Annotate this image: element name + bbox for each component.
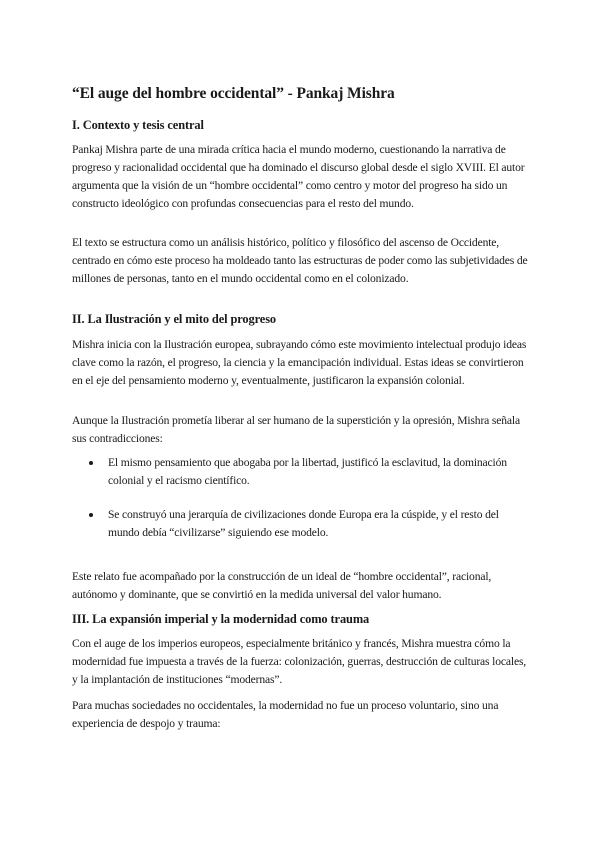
section-2-closing-paragraph: Este relato fue acompañado por la construcción de un ideal de “hombre occidental”, racional, autónomo y dominante, que se convirtió en la medida universal del valor humano. <box>72 570 492 601</box>
list-item <box>72 454 528 490</box>
section-1-paragraph-2: El texto se estructura como un análisis histórico, político y filosófico del ascenso de Occidente, centrado en cómo este proceso ha moldeado tanto las estructuras de poder como las subjetividades de millones de personas, tanto en el mundo occidental como en el colonizado. <box>72 236 528 285</box>
section-3-paragraph-2: Para muchas sociedades no occidentales, la modernidad no fue un proceso voluntario, sino una experiencia de despojo y trauma: <box>72 699 499 730</box>
section-1-paragraph-1: Pankaj Mishra parte de una mirada crítica hacia el mundo moderno, cuestionando la narrativa de progreso y racionalidad occidental que ha dominado el discurso global desde el siglo XVIII. El autor argumenta que la visión de un “hombre occidental” como centro y motor del progreso ha sido un constructo ideológico con profundas consecuencias para el resto del mundo. <box>72 143 525 210</box>
list-item-text: El mismo pensamiento que abogaba por la libertad, justificó la esclavitud, la dominación colonial y el racismo científico. <box>108 456 507 487</box>
bullet-icon <box>89 513 93 517</box>
section-heading-3: III. La expansión imperial y la modernidad como trauma <box>72 612 370 626</box>
document-title: “El auge del hombre occidental” - Pankaj Mishra <box>72 85 395 102</box>
section-heading-1: I. Contexto y tesis central <box>72 118 204 132</box>
list-item <box>72 506 528 542</box>
contradictions-list <box>72 454 528 542</box>
section-2-paragraph-1: Mishra inicia con la Ilustración europea, subrayando cómo este movimiento intelectual produjo ideas clave como la razón, el progreso, la ciencia y la emancipación individual. Estas ideas se convirtieron en el eje del pensamiento moderno y, eventualmente, justificaron la expansión colonial. <box>72 338 527 387</box>
bullet-icon <box>89 461 93 465</box>
list-item-text: Se construyó una jerarquía de civilizaciones donde Europa era la cúspide, y el resto del mundo debía “civilizarse” siguiendo ese modelo. <box>108 508 499 539</box>
section-heading-2: II. La Ilustración y el mito del progreso <box>72 312 277 326</box>
section-3-paragraph-1: Con el auge de los imperios europeos, especialmente británico y francés, Mishra muestra cómo la modernidad fue impuesta a través de la fuerza: colonización, guerras, destrucción de culturas locales, y la implantación de instituciones “modernas”. <box>72 637 527 686</box>
section-2-paragraph-2: Aunque la Ilustración prometía liberar al ser humano de la superstición y la opresión, Mishra señala sus contradicciones: <box>72 414 520 445</box>
